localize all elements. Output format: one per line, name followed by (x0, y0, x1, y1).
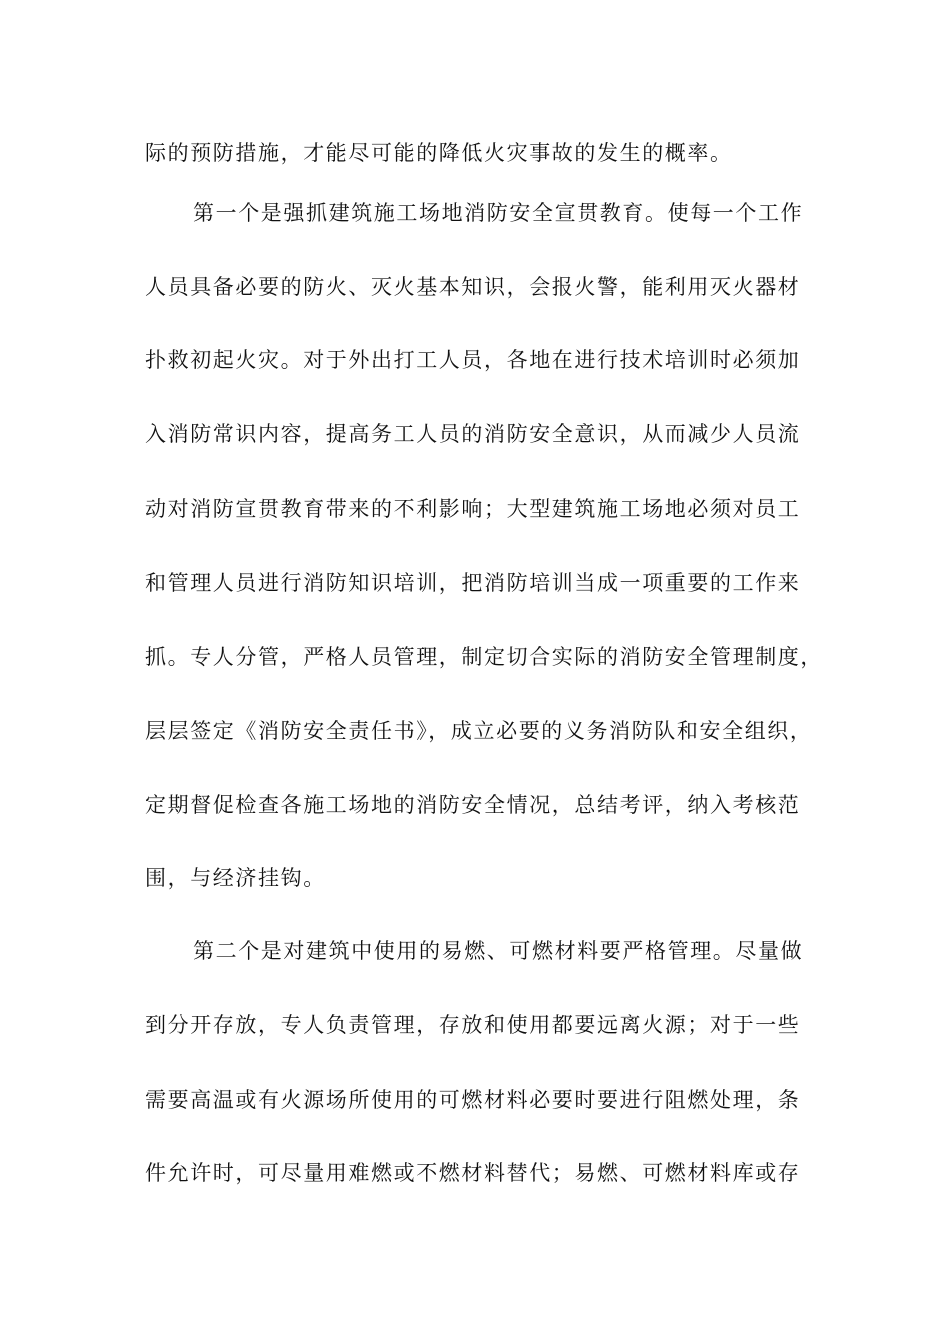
paragraph-1-line-1: 第一个是强抓建筑施工场地消防安全宣贯教育。使每一个工作 (193, 201, 804, 225)
paragraph-2-line-2: 到分开存放，专人负责管理，存放和使用都要远离火源；对于一些 (145, 1013, 801, 1037)
paragraph-2-line-4: 件允许时，可尽量用难燃或不燃材料替代；易燃、可燃材料库或存 (145, 1161, 801, 1185)
text-line-1: 际的预防措施，才能尽可能的降低火灾事故的发生的概率。 (145, 141, 733, 165)
paragraph-1-line-9: 定期督促检查各施工场地的消防安全情况，总结考评，纳入考核范 (145, 793, 801, 817)
paragraph-1-line-8: 层层签定《消防安全责任书》，成立必要的义务消防队和安全组织， (145, 719, 813, 743)
paragraph-1-line-2: 人员具备必要的防火、灭火基本知识，会报火警，能利用灭火器材 (145, 275, 801, 299)
paragraph-1-line-7: 抓。专人分管，严格人员管理，制定切合实际的消防安全管理制度， (145, 645, 823, 669)
paragraph-1-line-4: 入消防常识内容，提高务工人员的消防安全意识，从而减少人员流 (145, 422, 801, 446)
paragraph-2-line-3: 需要高温或有火源场所使用的可燃材料必要时要进行阻燃处理，条 (145, 1088, 801, 1112)
paragraph-1-line-5: 动对消防宣贯教育带来的不利影响；大型建筑施工场地必须对员工 (145, 497, 801, 521)
paragraph-1-line-10: 围，与经济挂钩。 (145, 866, 326, 890)
paragraph-2-line-1: 第二个是对建筑中使用的易燃、可燃材料要严格管理。尽量做 (193, 939, 804, 963)
paragraph-1-line-3: 扑救初起火灾。对于外出打工人员，各地在进行技术培训时必须加 (145, 348, 801, 372)
paragraph-1-line-6: 和管理人员进行消防知识培训，把消防培训当成一项重要的工作来 (145, 571, 801, 595)
